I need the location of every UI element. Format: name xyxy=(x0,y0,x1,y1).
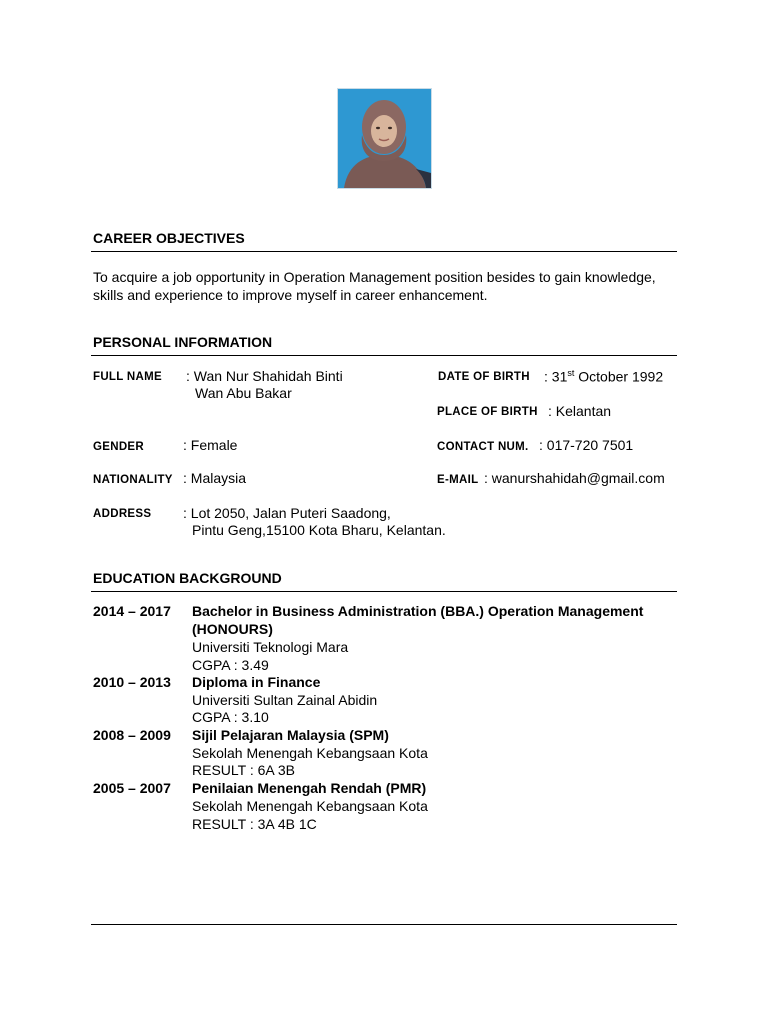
nationality-value: : Malaysia xyxy=(183,470,247,486)
full-name-value-line-2: Wan Abu Bakar xyxy=(195,385,292,401)
education-divider xyxy=(91,591,677,592)
contact-number-label: CONTACT NUM. xyxy=(437,441,529,453)
email-value: : wanurshahidah@gmail.com xyxy=(484,470,665,486)
email-label: E-MAIL xyxy=(437,474,479,486)
education-qualification-continued: (HONOURS) xyxy=(192,621,273,637)
education-qualification: Penilaian Menengah Rendah (PMR) xyxy=(192,780,427,796)
education-qualification: Diploma in Finance xyxy=(192,674,321,690)
date-of-birth-value: : 31st October 1992 xyxy=(544,368,664,385)
education-years: 2005 – 2007 xyxy=(93,780,171,796)
career-objectives-heading: CAREER OBJECTIVES xyxy=(93,230,245,246)
personal-information-heading: PERSONAL INFORMATION xyxy=(93,334,273,350)
gender-label: GENDER xyxy=(93,441,145,453)
nationality-label: NATIONALITY xyxy=(93,474,173,486)
date-of-birth-label: DATE OF BIRTH xyxy=(438,371,530,383)
education-institution: Sekolah Menengah Kebangsaan Kota xyxy=(192,745,428,761)
footer-divider xyxy=(91,924,677,925)
full-name-value-line-1: : Wan Nur Shahidah Binti xyxy=(186,368,343,384)
career-objective-line-1: To acquire a job opportunity in Operation Management position besides to gain knowledge, xyxy=(93,269,656,285)
education-qualification: Sijil Pelajaran Malaysia (SPM) xyxy=(192,727,389,743)
education-result: RESULT : 6A 3B xyxy=(192,762,295,778)
education-qualification: Bachelor in Business Administration (BBA.) Operation Management xyxy=(192,603,644,619)
place-of-birth-label: PLACE OF BIRTH xyxy=(437,406,538,418)
profile-photo xyxy=(337,88,432,189)
education-institution: Sekolah Menengah Kebangsaan Kota xyxy=(192,798,428,814)
education-years: 2014 – 2017 xyxy=(93,603,171,619)
address-label: ADDRESS xyxy=(93,508,152,520)
place-of-birth-value: : Kelantan xyxy=(548,403,612,419)
education-result: CGPA : 3.10 xyxy=(192,709,269,725)
address-value-line-2: Pintu Geng,15100 Kota Bharu, Kelantan. xyxy=(192,522,446,538)
address-value-line-1: : Lot 2050, Jalan Puteri Saadong, xyxy=(183,505,391,521)
education-result: RESULT : 3A 4B 1C xyxy=(192,816,317,832)
career-objective-line-2: skills and experience to improve myself in career enhancement. xyxy=(93,287,488,303)
gender-value: : Female xyxy=(183,437,238,453)
education-institution: Universiti Teknologi Mara xyxy=(192,639,349,655)
education-result: CGPA : 3.49 xyxy=(192,657,269,673)
education-years: 2010 – 2013 xyxy=(93,674,171,690)
career-divider xyxy=(91,251,677,252)
education-years: 2008 – 2009 xyxy=(93,727,171,743)
contact-number-value: : 017-720 7501 xyxy=(539,437,634,453)
education-background-heading: EDUCATION BACKGROUND xyxy=(93,570,282,586)
full-name-label: FULL NAME xyxy=(93,371,162,383)
personal-divider xyxy=(91,355,677,356)
education-institution: Universiti Sultan Zainal Abidin xyxy=(192,692,378,708)
person-portrait-icon xyxy=(338,89,431,188)
